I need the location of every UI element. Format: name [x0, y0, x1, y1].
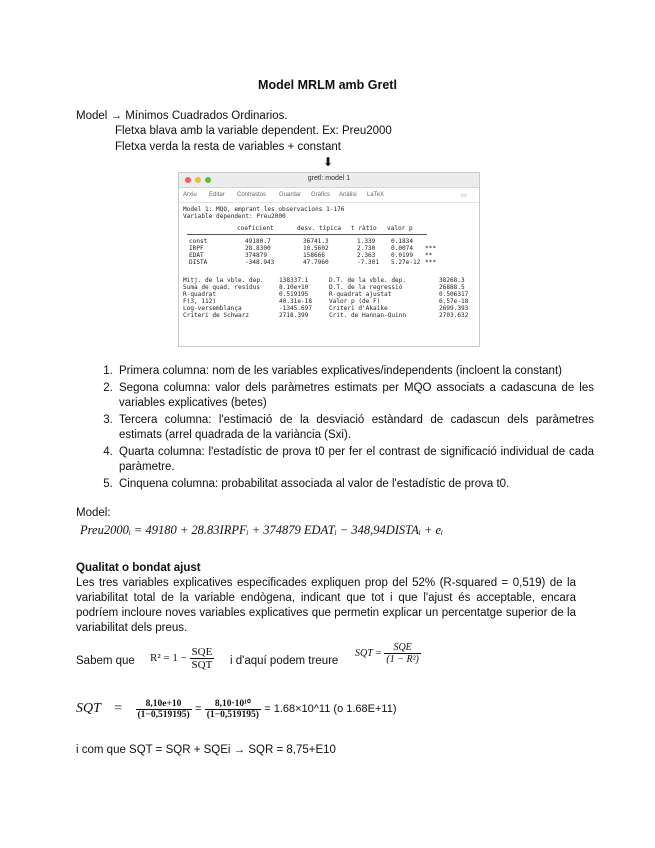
list-item: 1. Primera columna: nom de les variables explicatives/independents (incloent la constant)	[116, 364, 594, 379]
sqe-over-sqt	[190, 646, 215, 671]
stat-label: Log-versemblança	[183, 305, 242, 312]
stat-value: 38268.3	[439, 277, 465, 284]
quality-heading: Qualitat o bondat ajust	[76, 562, 201, 574]
sqt-formula	[355, 642, 421, 665]
list-item: 3. Tercera columna: l'estimació de la desviació estàndard de cadascun dels paràmetres estimats (arrel quadrada de la variància (Sxi).	[116, 413, 594, 443]
menu-latex: LaTeX	[367, 192, 385, 198]
menu-arxiu: Arxiu	[183, 192, 197, 198]
row-coef: 49180.7	[245, 238, 271, 245]
column-explanations	[97, 364, 594, 494]
daqui-text: i d'aquí podem treure	[230, 655, 339, 667]
intro-line-2: Fletxa blava amb la variable dependent. Ex: Preu2000	[115, 125, 392, 137]
stat-value: 6.57e-18	[439, 298, 469, 305]
stat-value: 2703.632	[439, 312, 469, 319]
fraction-2-num: 8,10·10¹⁰	[205, 698, 261, 710]
stat-label: Criteri d'Akaike	[329, 305, 388, 312]
row-coef: -348.943	[245, 259, 275, 266]
row-se: 36741.3	[303, 238, 329, 245]
output-header-2: Variable dependent: Preu2000	[183, 213, 286, 220]
sqe-numerator-2: SQE	[384, 642, 421, 654]
down-arrow-icon: ⬇	[323, 155, 334, 169]
fraction-1-den: (1−0,519195)	[137, 709, 190, 720]
sqe-over-one-minus-r2	[384, 642, 421, 665]
col-header-p: valor p	[387, 225, 413, 232]
row-p: 0.0074	[391, 245, 414, 252]
stat-value: 2718.399	[279, 312, 309, 319]
intro-line-3: Fletxa verda la resta de variables + constant	[115, 141, 341, 153]
stat-label: Mitj. de la vble. dep.	[183, 277, 264, 284]
stat-value: 0.519195	[279, 291, 309, 298]
sqt-result: = 1.68×10^11 (o 1.68E+11)	[264, 703, 397, 715]
quality-paragraph: Les tres variables explicatives especificades expliquen prop del 52% (R-squared = 0,519) de la variabilitat total de la variable endògena, indicant que tot i que l'ajust és acceptable, encara podríem incloure noves variables explicatives que permetin explicar un percentatge superior de la variabilitat dels preus.	[76, 577, 576, 634]
table-rule	[187, 234, 427, 235]
fraction-2-den: (1−0,519195)	[206, 710, 259, 720]
fraction-1-num: 8,10e+10	[136, 699, 192, 710]
window-extra-icon: ▭	[461, 193, 467, 199]
model-label: Model:	[76, 507, 111, 519]
row-p: 0.1834	[391, 238, 414, 245]
menu-analisi: Anàlisi	[339, 192, 357, 198]
row-coef: 374879	[245, 252, 268, 259]
sabem-text: Sabem que	[76, 655, 135, 667]
row-se: 10.5602	[303, 245, 329, 252]
row-sig: ***	[425, 245, 437, 252]
row-name: const	[189, 238, 208, 245]
stat-label: Crit. de Hannan-Quinn	[329, 312, 407, 319]
r2-lhs: R² = 1 −	[150, 652, 187, 665]
menu-guardar: Guardar	[279, 192, 302, 198]
stat-label: R-quadrat	[183, 291, 217, 298]
col-header-coef: coeficient	[237, 225, 274, 232]
row-p: 0.0199	[391, 252, 414, 259]
equals-sign: =	[114, 701, 123, 716]
list-item: 4. Quarta columna: l'estadístic de prova t0 per fer el contrast de significació individual de cada paràmetre.	[116, 445, 594, 475]
row-name: DISTA	[189, 259, 208, 266]
intro-line-1: Model → Mínimos Cuadrados Ordinarios.	[76, 110, 288, 122]
stat-value: 138337.1	[279, 277, 309, 284]
row-t: 2.363	[357, 252, 376, 259]
stat-label: Valor p (de F)	[329, 298, 381, 305]
sqt-computation	[76, 698, 397, 720]
col-header-se: desv. típica	[297, 225, 342, 232]
list-item: 2. Segona columna: valor dels paràmetres estimats per MQO associats a cadascuna de les variables explicatives (betes)	[116, 381, 594, 411]
row-sig: ***	[425, 259, 437, 266]
row-coef: 28.8300	[245, 245, 271, 252]
stat-label: D.T. de la regressió	[329, 284, 403, 291]
stat-value: 40.31e-18	[279, 298, 313, 305]
row-name: IRPF	[189, 245, 204, 252]
row-se: 47.7960	[303, 259, 329, 266]
r2-formula	[150, 646, 214, 671]
stat-label: Criteri de Schwarz	[183, 312, 250, 319]
stat-value: -1345.697	[279, 305, 313, 312]
stat-label: R-quadrat ajustat	[329, 291, 392, 298]
stat-value: 8.10e+10	[279, 284, 309, 291]
menu-contrastos: Contrastos	[237, 192, 267, 198]
menu-editar: Editar	[209, 192, 225, 198]
fraction-2	[205, 698, 261, 720]
col-header-t: t ràtio	[351, 225, 377, 232]
model-equation: Preu2000ᵢ = 49180 + 28.83IRPFᵢ + 374879 EDATᵢ − 348,94DISTAᵢ + eᵢ	[80, 523, 444, 537]
window-title: gretl: model 1	[307, 175, 351, 182]
row-t: 1.339	[357, 238, 376, 245]
sqt-eq-lhs: SQT =	[355, 647, 382, 659]
row-sig: **	[425, 252, 433, 259]
output-header-1: Model 1: MQO, emprant les observacions 1-176	[183, 206, 345, 213]
stat-value: 0.506317	[439, 291, 469, 298]
stat-label: D.T. de la vble. dep.	[329, 277, 407, 284]
stat-value: 2699.393	[439, 305, 469, 312]
sqt-denominator: SQT	[191, 659, 213, 671]
row-t: -7.301	[357, 259, 380, 266]
fraction-1	[136, 699, 192, 720]
stat-value: 26888.5	[439, 284, 465, 291]
sqt-symbol: SQT	[76, 701, 101, 716]
last-line: i com que SQT = SQR + SQEi → SQR = 8,75+E10	[76, 744, 336, 756]
equals-sign-2: =	[194, 703, 202, 715]
gretl-window-screenshot	[178, 172, 480, 347]
row-se: 158666	[303, 252, 326, 259]
row-name: EDAT	[189, 252, 204, 259]
menu-grafics: Gràfics	[311, 192, 331, 198]
window-menubar	[179, 188, 479, 203]
sqe-numerator: SQE	[191, 646, 213, 658]
row-t: 2.730	[357, 245, 376, 252]
page-title: Model MRLM amb Gretl	[258, 78, 397, 92]
row-p: 5.27e-12	[391, 259, 421, 266]
list-item: 5. Cinquena columna: probabilitat associada al valor de l'estadístic de prova t0.	[116, 477, 594, 492]
stat-label: Suma de quad. residus	[183, 284, 261, 291]
one-minus-r2-denominator: (1 − R²)	[386, 654, 419, 665]
stat-label: F(3, 112)	[183, 298, 217, 305]
window-titlebar	[179, 173, 479, 188]
